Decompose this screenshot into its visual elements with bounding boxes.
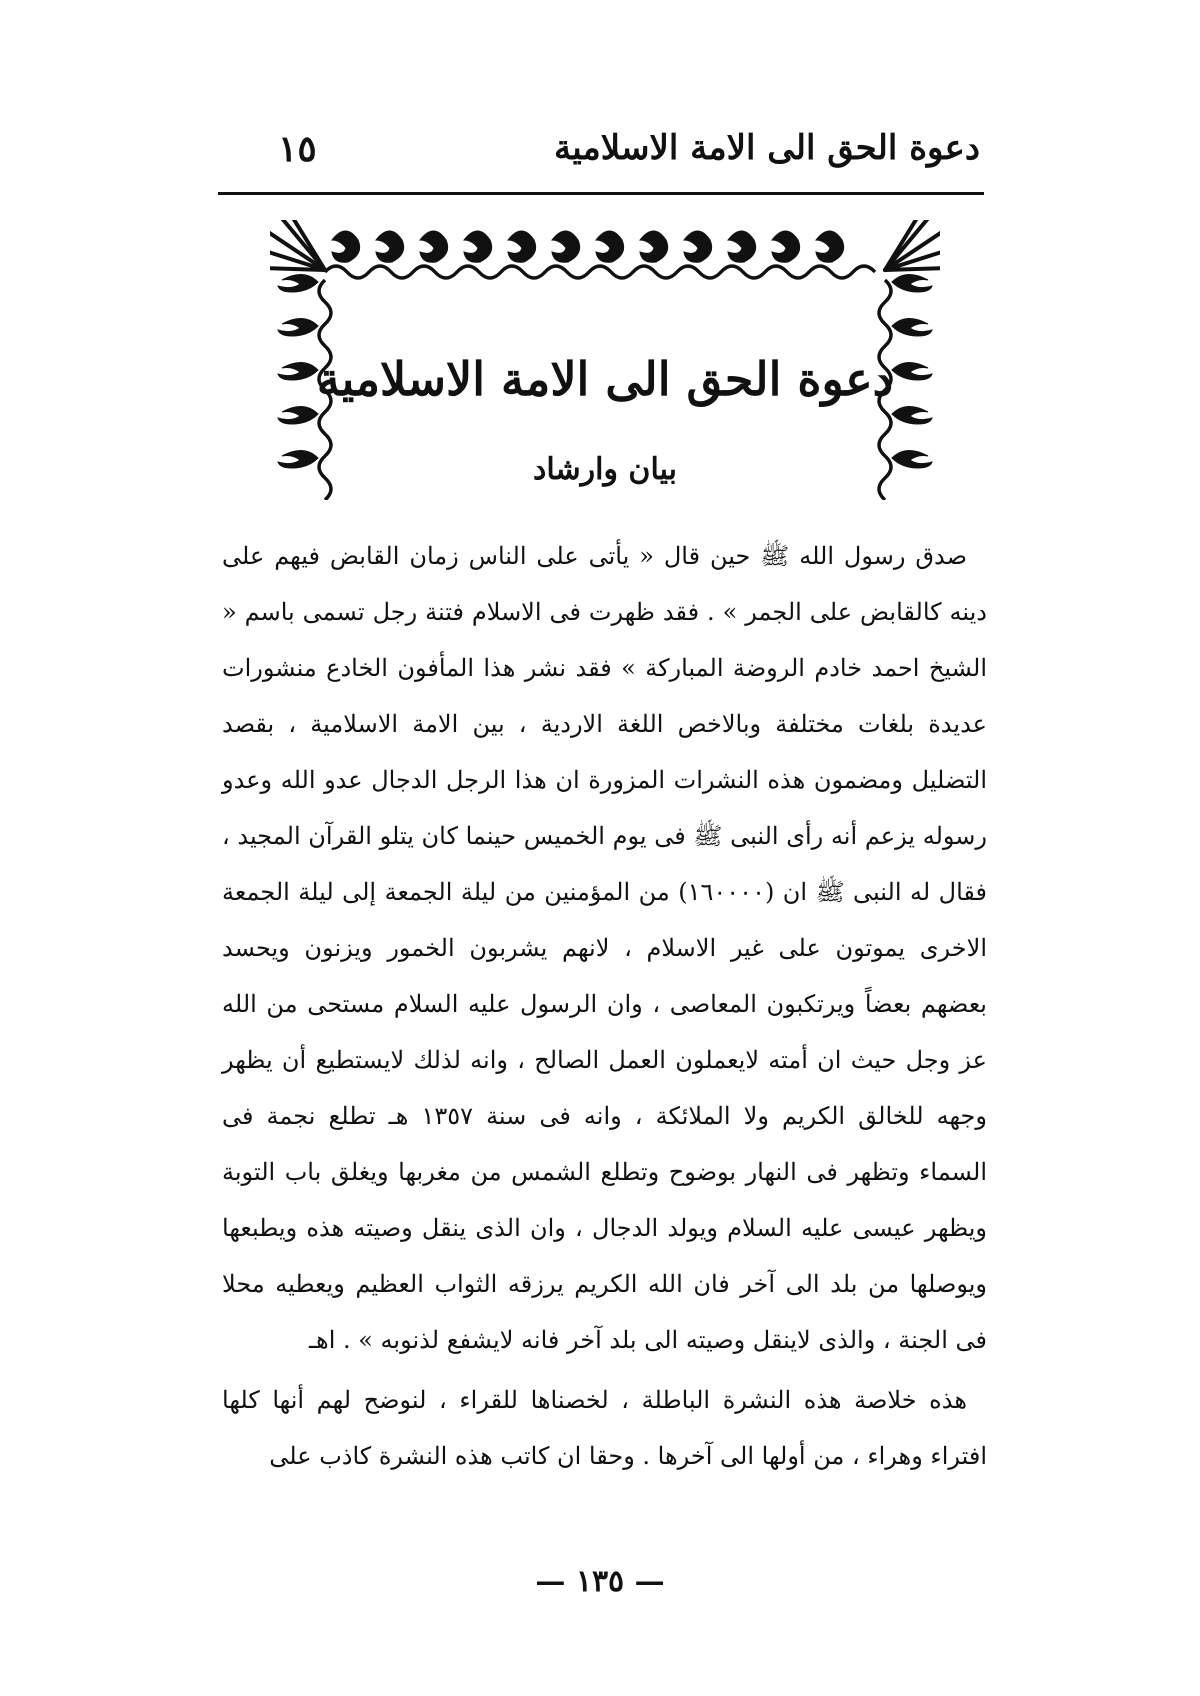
article-subtitle: بيان وارشاد: [533, 452, 677, 487]
running-header-page-number: ١٥: [278, 128, 317, 170]
body-paragraph-1: صدق رسول الله ﷺ حين قال « يأتى على الناس زمان القابض فيهم على دينه كالقابض على الجمر » . فقد ظهرت فى الاسلام فتنة رجل تسمى باسم « الشيخ احمد خادم الروضة المباركة » فقد نشر هذا المأفون الخادع منشورات عديدة بلغات مختلفة وبالاخص اللغة الاردية ، بين الامة الاسلامية ، بقصد التضليل ومضمون هذه النشرات المزورة ان هذا الرجل الدجال عدو الله وعدو رسوله يزعم أنه رأى النبى ﷺ فى يوم الخميس حينما كان يتلو القرآن المجيد ، فقال له النبى ﷺ ان (١٦٠٠٠٠) من المؤمنين من ليلة الجمعة إلى ليلة الجمعة الاخرى يموتون على غير الاسلام ، لانهم يشربون الخمور ويزنون ويحسد بعضهم بعضاً ويرتكبون المعاصى ، وان الرسول عليه السلام مستحى من الله عز وجل حيث ان أمته لايعملون العمل الصالح ، وانه لذلك لايستطيع أن يظهر وجهه للخالق الكريم ولا الملائكة ، وانه فى سنة ١٣٥٧ هـ تطلع نجمة فى السماء وتظهر فى النهار بوضوح وتطلع الشمس من مغربها ويغلق باب التوبة ويظهر عيسى عليه السلام ويولد الدجال ، وان الذى ينقل وصيته هذه ويطبعها ويوصلها من بلد الى آخر فان الله الكريم يرزقه الثواب العظيم ويعطيه محلا فى الجنة ، والذى لاينقل وصيته الى بلد آخر فانه لايشفع لذنوبه » . اهـ: [222, 542, 988, 1354]
article-title: دعوة الحق الى الامة الاسلامية: [316, 352, 894, 406]
running-header: [220, 128, 980, 178]
header-rule: [218, 192, 984, 195]
footer-page-number: — ١٣٥ —: [535, 1564, 665, 1599]
ornamental-title-frame: [270, 220, 940, 500]
body-paragraph-2: هذه خلاصة هذه النشرة الباطلة ، لخصناها للقراء ، لنوضح لهم أنها كلها افتراء وهراء ، من أولها الى آخرها . وحقا ان كاتب هذه النشرة كاذب على: [222, 1386, 987, 1470]
body-text: [222, 528, 987, 1484]
running-header-title: دعوة الحق الى الامة الاسلامية: [554, 128, 980, 168]
